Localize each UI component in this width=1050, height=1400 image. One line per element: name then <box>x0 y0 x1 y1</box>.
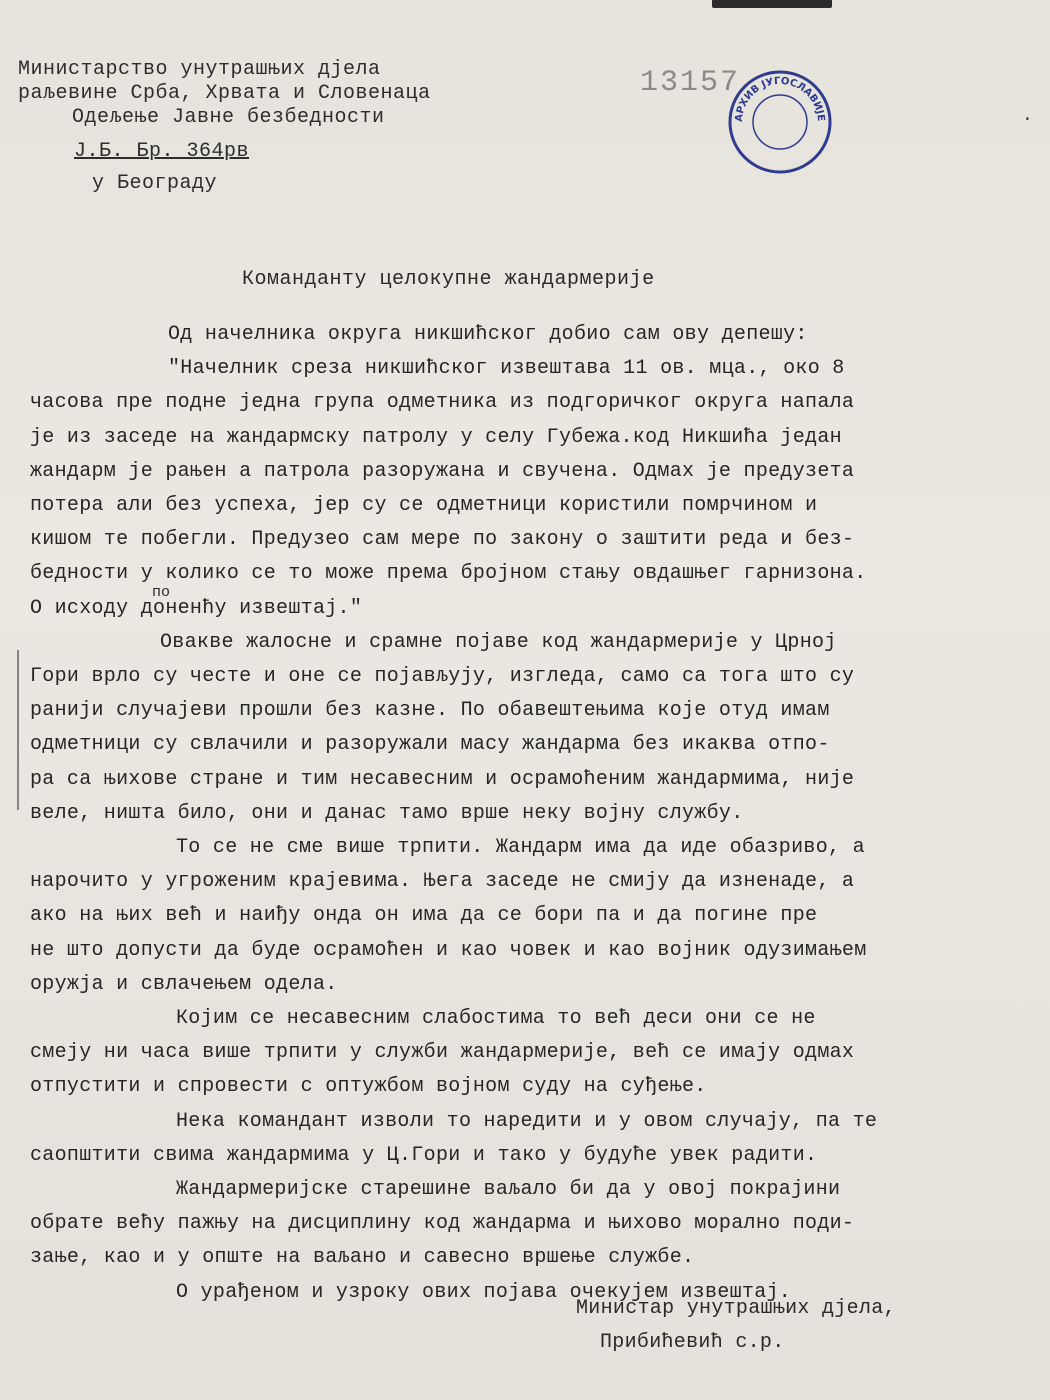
letterhead <box>18 58 431 196</box>
letter-body <box>30 318 990 1310</box>
body-line: нарочито у угроженим крајевима. Њега заседе не смију да изненаде, а <box>30 870 855 894</box>
body-line: Којим се несавесним слабостима то већ деси они се не <box>176 1007 816 1031</box>
letterhead-department: Одељење Јавне безбедности <box>72 106 385 129</box>
recipient-line: Команданту целокупне жандармерије <box>242 268 655 291</box>
body-line: одметници су свлачили и разоружали масу жандарма без икаква отпо- <box>30 733 830 757</box>
body-line: Гори врло су честе и оне се појављују, изгледа, само са тога што су <box>30 665 855 689</box>
body-line: ако на њих већ и наиђу онда он има да се бори па и да погине пре <box>30 904 818 928</box>
body-line: обрате већу пажњу на дисциплину код жандарма и њихово морално поди- <box>30 1212 855 1236</box>
body-line: веле, ништа било, они и данас тамо врше неку војну службу. <box>30 801 744 825</box>
place: у Београду <box>92 172 218 195</box>
body-line: Жандармеријске старешине ваљало би да у овој покрајини <box>176 1178 841 1202</box>
letterhead-kingdom: раљевине Срба, Хрвата и Словенаца <box>18 82 431 105</box>
body-line: бедности у колико се то може према бројном стању овдашњег гарнизона. <box>30 562 867 586</box>
body-line: часова пре подне једна група одметника из подгоричког округа напала <box>30 391 855 415</box>
handwritten-insert: по <box>152 584 171 601</box>
body-line: кишом те побегли. Предузео сам мере по закону о заштити реда и без- <box>30 528 855 552</box>
body-line: ранији случајеви прошли без казне. По обавештењима које отуд имам <box>30 699 830 723</box>
svg-text:АРХИВ ЈУГОСЛАВИЈЕ: АРХИВ ЈУГОСЛАВИЈЕ <box>733 75 827 123</box>
body-line: је из заседе на жандармску патролу у селу Губежа.код Никшића један <box>30 425 842 449</box>
body-line: потера али без успеха, јер су се одметници користили помрчином и <box>30 494 818 518</box>
signature-block <box>576 1292 896 1360</box>
body-line: То се не сме више трпити. Жандарм има да иде обазриво, а <box>176 836 865 860</box>
body-line: Овакве жалосне и срамне појаве код жандармерије у Црној <box>160 630 837 654</box>
body-line: ра са њихове стране и тим несавесним и осрамоћеним жандармима, није <box>30 767 855 791</box>
body-line: О исходу доненћу извештај." <box>30 596 363 620</box>
signature-name: Прибићевић с.р. <box>600 1331 785 1354</box>
signature-title: Министар унутрашњих дјела, <box>576 1297 896 1320</box>
body-line: зање, као и у опште на ваљано и савесно вршење службе. <box>30 1246 695 1270</box>
body-line: оружја и свлачењем одела. <box>30 972 338 996</box>
body-line: О урађеном и узроку ових појава очекујем извештај. <box>176 1280 792 1304</box>
registry-number: 13157 <box>640 66 741 100</box>
margin-line <box>17 650 19 810</box>
body-line: смеју ни часа више трпити у служби жандармерије, већ се имају одмах <box>30 1041 855 1065</box>
body-line: Нека командант изволи то наредити и у овом случају, па те <box>176 1109 878 1133</box>
body-line: саопштити свима жандармима у Ц.Гори и тако у будуће увек радити. <box>30 1143 818 1167</box>
margin-mark: . <box>1022 106 1033 126</box>
body-line: "Начелник среза никшићског извештава 11 ов. мца., око 8 <box>168 357 845 381</box>
top-edge-mark <box>712 0 832 8</box>
body-line: отпустити и спровести с оптужбом војном суду на суђење. <box>30 1075 707 1099</box>
body-line: не што допусти да буде осрамоћен и као човек и као војник одузимањем <box>30 938 867 962</box>
archive-stamp <box>724 66 836 178</box>
reference-number: Ј.Б. Бр. 364рв <box>74 140 250 163</box>
body-line: Од начелника округа никшићског добио сам ову депешу: <box>168 323 808 346</box>
letterhead-ministry: Министарство унутрашњих дјела <box>18 58 381 81</box>
body-line: жандарм је рањен а патрола разоружана и свучена. Одмах је предузета <box>30 459 855 483</box>
